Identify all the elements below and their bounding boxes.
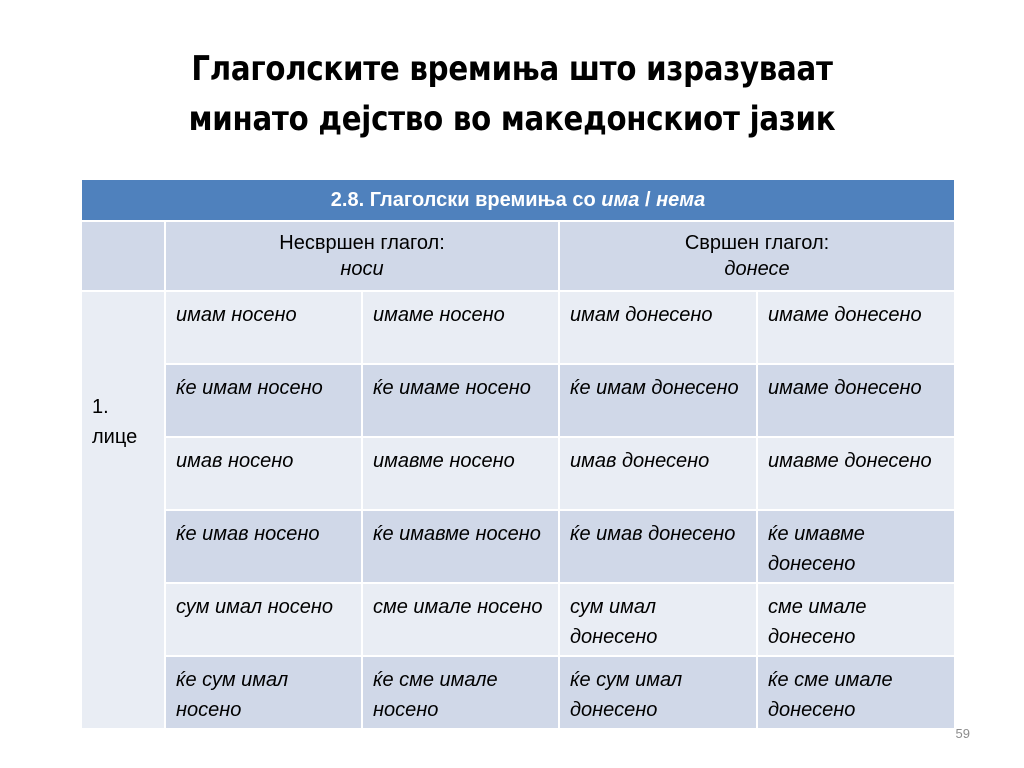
- table-row: [81, 291, 955, 364]
- column-verb: носи: [340, 258, 384, 280]
- table-cell: имав донесено: [559, 437, 757, 510]
- column-header-imperfective: [165, 221, 559, 291]
- table-cell: сме имале носено: [362, 583, 559, 656]
- page-number: 59: [955, 726, 970, 741]
- person-number: 1.: [92, 396, 109, 418]
- table-cell: имам носено: [165, 291, 362, 364]
- table-cell: имаме донесено: [757, 364, 955, 437]
- table-row: [81, 510, 955, 583]
- column-verb: донесе: [724, 258, 790, 280]
- table-cell: ќе сум имал донесено: [559, 656, 757, 729]
- table-cell: имавме донесено: [757, 437, 955, 510]
- table-cell: ќе имам донесено: [559, 364, 757, 437]
- table-cell: имаме донесено: [757, 291, 955, 364]
- table-cell: имавме носено: [362, 437, 559, 510]
- table-cell: имав носено: [165, 437, 362, 510]
- table-row: [81, 583, 955, 656]
- table-cell: ќе сме имале носено: [362, 656, 559, 729]
- caption-prefix: 2.8. Глаголски времиња со: [330, 188, 602, 211]
- table-cell: ќе имав носено: [165, 510, 362, 583]
- table-row: [81, 656, 955, 729]
- table-cell: ќе имавме донесено: [757, 510, 955, 583]
- person-cell: [81, 291, 165, 729]
- title-line-2: минато дејство во македонскиот јазик: [188, 99, 836, 139]
- table-row: [81, 364, 955, 437]
- table-cell: сум имал носено: [165, 583, 362, 656]
- table-cell: ќе сме имале донесено: [757, 656, 955, 729]
- table-cell: ќе имав донесено: [559, 510, 757, 583]
- column-kind: Несвршен глагол:: [279, 232, 445, 254]
- caption-separator: /: [639, 188, 657, 211]
- table-cell: имаме носено: [362, 291, 559, 364]
- column-header-perfective: [559, 221, 955, 291]
- table-cell: ќе имаме носено: [362, 364, 559, 437]
- table-cell: имам донесено: [559, 291, 757, 364]
- person-label: лице: [92, 426, 138, 448]
- verb-tense-table: [80, 178, 956, 730]
- column-kind: Свршен глагол:: [684, 232, 830, 254]
- caption-ima: има: [601, 188, 640, 211]
- slide-title: [123, 44, 900, 144]
- table-row: [81, 437, 955, 510]
- table-cell: ќе имам носено: [165, 364, 362, 437]
- table-cell: сме имале донесено: [757, 583, 955, 656]
- table-cell: сум имал донесено: [559, 583, 757, 656]
- table-caption: [81, 179, 955, 221]
- caption-nema: нема: [656, 188, 706, 211]
- table-cell: ќе сум имал носено: [165, 656, 362, 729]
- table-cell: ќе имавме носено: [362, 510, 559, 583]
- corner-cell: [81, 221, 165, 291]
- title-line-1: Глаголските времиња што изразуваат: [191, 49, 833, 89]
